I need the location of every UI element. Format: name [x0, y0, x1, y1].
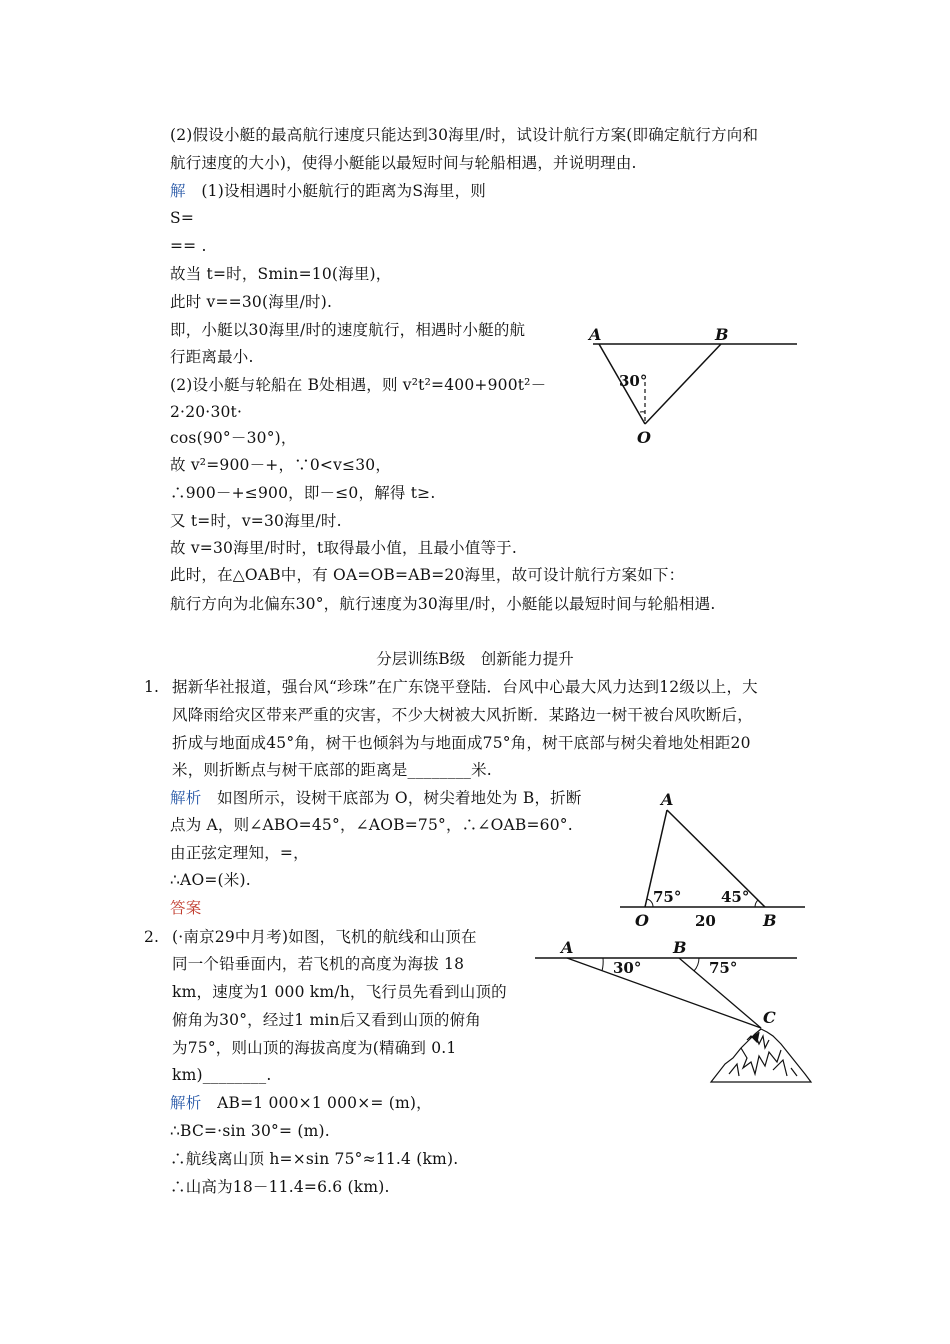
problem-1-line-3: 折成与地面成45°角，树干也倾斜为与地面成75°角，树干底部与树尖着地处相距20 [172, 734, 751, 752]
problem-2-line-4: 俯角为30°，经过1 min后又看到山顶的俯角 [172, 1011, 482, 1029]
solution-1-line-6: 即，小艇以30海里/时的速度航行，相遇时小艇的航 [170, 321, 526, 339]
angle-30: 30° [619, 372, 648, 390]
problem-2-line-1: (·南京29中月考)如图，飞机的航线和山顶在 [172, 928, 477, 946]
problem-1-line-4: 米，则折断点与树干底部的距离是________米. [172, 761, 492, 779]
solution-2-line-8: 此时，在△OAB中，有 OA=OB=AB=20海里，故可设计航行方案如下： [170, 566, 685, 584]
label-a: A [661, 790, 674, 809]
solution-1-line-5: 此时 v==30(海里/时). [170, 293, 333, 311]
problem-1-analysis-line-3: 由正弦定理知，=， [170, 844, 309, 862]
problem-2-line-2: 同一个铅垂面内，若飞机的高度为海拔 18 [172, 955, 465, 973]
problem-1-analysis-line-4: ∴AO=(米). [170, 871, 251, 889]
segment-bo [645, 344, 721, 424]
figure-triangle-aob [585, 320, 805, 450]
label-o: O [635, 911, 649, 930]
solution-2-line-9: 航行方向为北偏东30°，航行速度为30海里/时，小艇能以最短时间与轮船相遇. [170, 595, 716, 613]
label-a: A [561, 938, 574, 957]
angle-arc-a [602, 958, 603, 971]
solution-label: 解 [170, 182, 186, 200]
label-o: O [637, 428, 651, 447]
analysis-label: 解析 [170, 789, 202, 807]
angle-45: 45° [721, 888, 750, 906]
label-b: B [763, 911, 777, 930]
problem-2-analysis-line-4: ∴山高为18－11.4=6.6 (km). [170, 1178, 390, 1196]
label-c: C [763, 1008, 776, 1027]
figure-plane-mountain [533, 936, 813, 1086]
solution-2-line-6: 又 t=时，v=30海里/时. [170, 512, 342, 530]
angle-arc-b [694, 958, 699, 971]
problem-2-analysis-line-1 [170, 1093, 432, 1113]
solution-2-line-1: (2)设小艇与轮船在 B处相遇，则 v²t²=400+900t²－ [170, 376, 547, 394]
mountain-drawing [711, 1029, 811, 1082]
problem-1-line-1: 据新华社报道，强台风“珍珠”在广东饶平登陆．台风中心最大风力达到12级以上，大 [172, 678, 758, 696]
angle-arc-b [755, 900, 758, 907]
section-title: 分层训练B级 创新能力提升 [376, 650, 574, 668]
problem-1-number: 1. [144, 678, 160, 696]
analysis-label: 解析 [170, 1094, 202, 1112]
label-b: B [673, 938, 687, 957]
solution-2-line-5: ∴900－+≤900，即－≤0，解得 t≥. [170, 484, 436, 502]
problem-1-analysis-line-2: 点为 A，则∠ABO=45°，∠AOB=75°，∴∠OAB=60°. [170, 816, 573, 834]
problem-1-analysis-line-1 [170, 788, 582, 808]
solution-text: (1)设相遇时小艇航行的距离为S海里，则 [201, 182, 486, 200]
label-b: B [715, 325, 729, 344]
solution-1-line-3: == . [170, 237, 207, 255]
analysis-text: 如图所示，设树干底部为 O，树尖着地处为 B，折断 [217, 789, 582, 807]
problem-2-line-6: km)________. [172, 1066, 272, 1084]
problem-2-analysis-line-3: ∴航线离山顶 h=×sin 75°≈11.4 (km). [170, 1150, 459, 1168]
figure-tree-triangle [615, 785, 810, 930]
solution-2-line-3: cos(90°－30°)， [170, 429, 297, 447]
angle-75: 75° [653, 888, 682, 906]
analysis-text: AB=1 000×1 000×= (m)， [217, 1094, 432, 1112]
solution-1-line-7: 行距离最小. [170, 348, 254, 366]
segment-ab [667, 810, 765, 907]
problem-1-line-2: 风降雨给灾区带来严重的灾害，不少大树被大风折断．某路边一树干被台风吹断后， [172, 706, 753, 724]
solution-1-line-4: 故当 t=时，Smin=10(海里)， [170, 265, 392, 283]
angle-75: 75° [709, 959, 738, 977]
question-2-line-2: 航行速度的大小)，使得小艇能以最短时间与轮船相遇，并说明理由. [170, 154, 637, 172]
angle-30: 30° [613, 959, 642, 977]
solution-2-line-2: 2·20·30t· [170, 403, 243, 421]
problem-2-number: 2. [144, 928, 160, 946]
answer-label: 答案 [170, 899, 202, 917]
problem-2-line-5: 为75°，则山顶的海拔高度为(精确到 0.1 [172, 1039, 457, 1057]
question-2-line-1: (2)假设小艇的最高航行速度只能达到30海里/时，试设计航行方案(即确定航行方向和 [170, 126, 759, 144]
distance-20: 20 [695, 912, 716, 930]
problem-2-line-3: km，速度为1 000 km/h，飞行员先看到山顶的 [172, 983, 507, 1001]
problem-2-analysis-line-2: ∴BC=·sin 30°= (m). [170, 1122, 330, 1140]
solution-2-line-4: 故 v²=900－+，∵0<v≤30， [170, 456, 392, 474]
solution-1-line-2: S= [170, 209, 195, 227]
solution-1-line-1 [170, 181, 486, 201]
label-a: A [589, 325, 602, 344]
solution-2-line-7: 故 v=30海里/时时，t取得最小值，且最小值等于. [170, 539, 517, 557]
